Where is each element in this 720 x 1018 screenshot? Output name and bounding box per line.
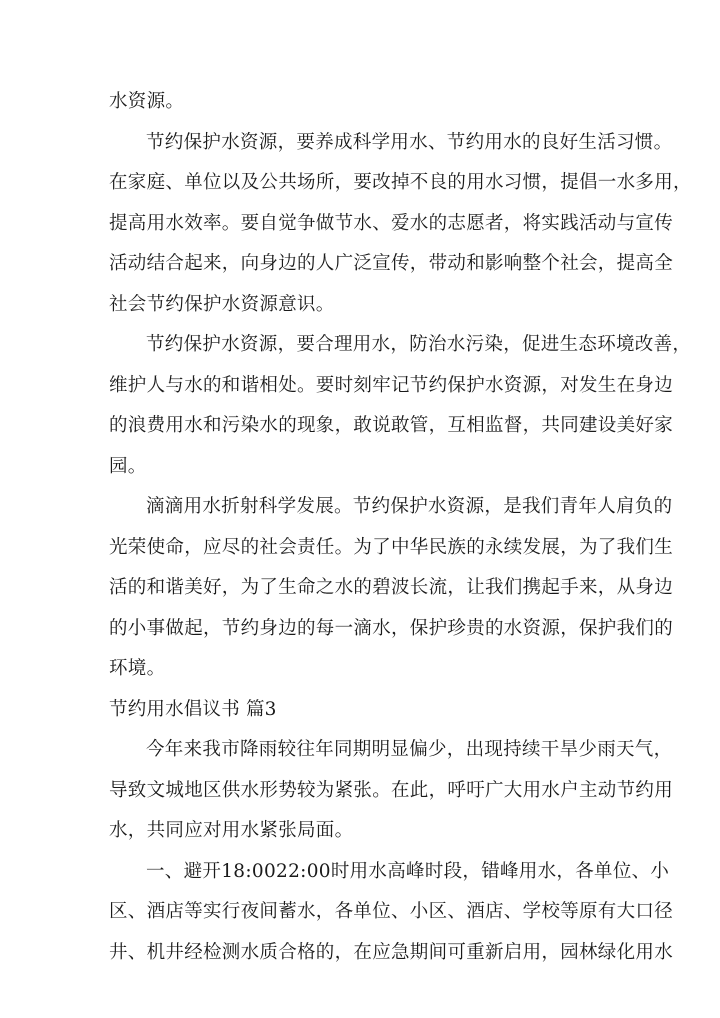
- paragraph-line: 维护人与水的和谐相处。要时刻牢记节约保护水资源，对发生在身边: [109, 374, 674, 396]
- paragraph-line: 活动结合起来，向身边的人广泛宣传，带动和影响整个社会，提高全: [109, 253, 674, 274]
- paragraph-line: 水，共同应对用水紧张局面。: [109, 820, 354, 841]
- paragraph: [109, 82, 629, 123]
- paragraph-line: 滴滴用水折射科学发展。节约保护水资源，是我们青年人肩负的: [146, 496, 673, 517]
- paragraph-line: 的浪费用水和污染水的现象，敢说敢管，互相监督，共同建设美好家: [109, 415, 674, 436]
- paragraph-line: 社会节约保护水资源意识。: [109, 293, 335, 315]
- paragraph: [109, 325, 692, 487]
- paragraph-line: 园。: [109, 455, 147, 477]
- paragraph-line: 节约保护水资源，要合理用水，防治水污染，促进生态环境改善，: [146, 334, 692, 355]
- paragraph-line: 环境。: [109, 658, 166, 679]
- paragraph-line: 提高用水效率。要自觉争做节水、爱水的志愿者，将实践活动与宣传: [109, 212, 674, 234]
- paragraph-line: 活的和谐美好，为了生命之水的碧波长流，让我们携起手来，从身边: [109, 577, 674, 598]
- paragraph: [109, 123, 692, 326]
- paragraph-line: 区、酒店等实行夜间蓄水，各单位、小区、酒店、学校等原有大口径: [109, 901, 674, 922]
- paragraph-line: 导致文城地区供水形势较为紧张。在此，呼吁广大用水户主动节约用: [109, 779, 674, 801]
- section-heading: [109, 690, 629, 731]
- paragraph-line: 井、机井经检测水质合格的，在应急期间可重新启用，园林绿化用水: [109, 941, 674, 963]
- paragraph-line: 今年来我市降雨较往年同期明显偏少，出现持续干旱少雨天气，: [146, 739, 673, 760]
- paragraph-line: 一、避开18:0022:00时用水高峰时段，错峰用水，各单位、小: [146, 860, 670, 882]
- paragraph: [109, 487, 674, 690]
- heading-text: 节约用水倡议书 篇3: [109, 698, 277, 720]
- paragraph-line: 水资源。: [109, 91, 185, 112]
- paragraph: [109, 852, 674, 974]
- paragraph-line: 节约保护水资源，要养成科学用水、节约用水的良好生活习惯。: [146, 131, 673, 153]
- paragraph: [109, 730, 674, 852]
- paragraph-line: 光荣使命，应尽的社会责任。为了中华民族的永续发展，为了我们生: [109, 536, 674, 558]
- document-body: [109, 82, 692, 973]
- paragraph-line: 的小事做起，节约身边的每一滴水，保护珍贵的水资源，保护我们的: [109, 617, 674, 639]
- paragraph-line: 在家庭、单位以及公共场所，要改掉不良的用水习惯，提倡一水多用，: [109, 172, 692, 193]
